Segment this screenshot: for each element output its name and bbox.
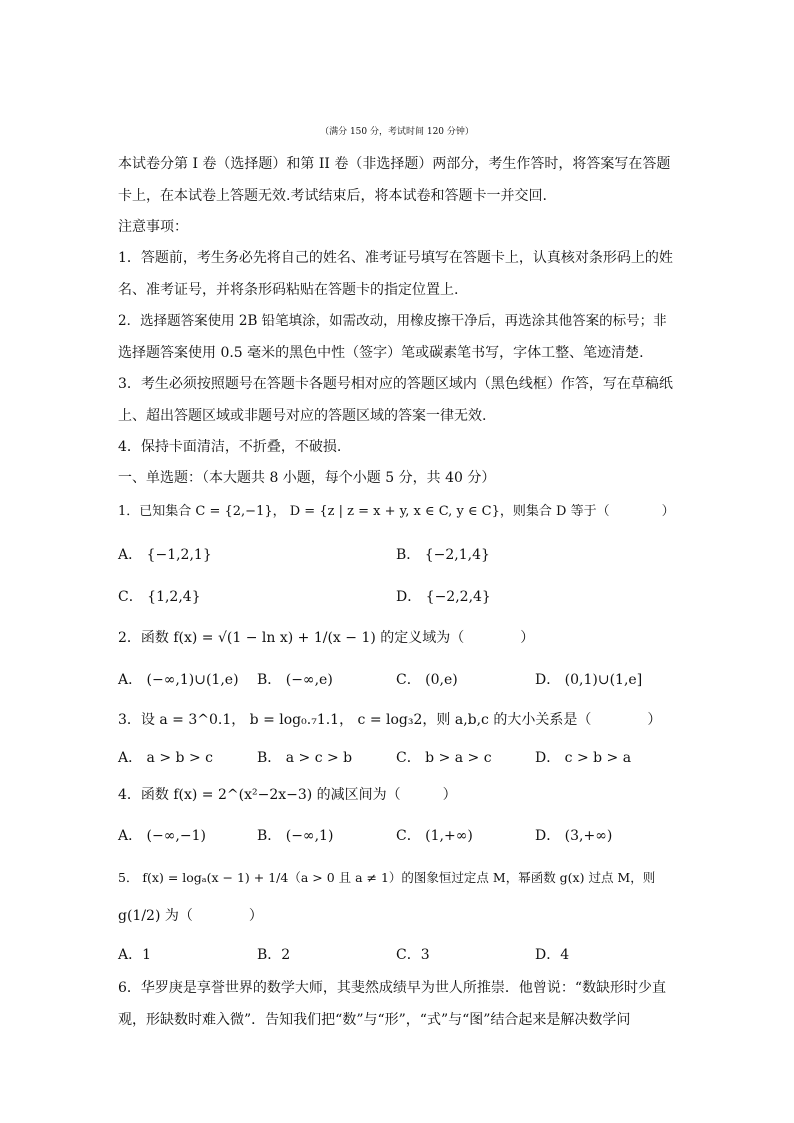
note-4: 4．保持卡面清洁，不折叠，不破损.	[118, 439, 342, 455]
question-2-option-d: D． (0,1)∪(1,e]	[535, 672, 643, 688]
question-2-option-a: A． (−∞,1)∪(1,e)	[118, 672, 239, 688]
question-3-stem: 3．设 a = 3^0.1， b = log₀.₇1.1， c = log₃2，则 a,b,c 的大小关系是（ ）	[118, 712, 662, 728]
note-1-line-1: 1．答题前，考生务必先将自己的姓名、准考证号填写在答题卡上，认真核对条形码上的姓	[118, 250, 673, 266]
question-3-option-a: A． a > b > c	[118, 750, 213, 766]
question-4-option-d: D． (3,+∞)	[535, 828, 613, 844]
question-4-stem: 4．函数 f(x) = 2^(x²−2x−3) 的减区间为（ ）	[118, 787, 457, 803]
question-4-option-c: C． (1,+∞)	[396, 828, 473, 844]
question-1-option-b: B． {−2,1,4}	[396, 547, 490, 563]
question-2-stem: 2．函数 f(x) = √(1 − ln x) + 1/(x − 1) 的定义域为（ ）	[118, 630, 535, 646]
question-6-line-1: 6．华罗庚是享誉世界的数学大师，其斐然成绩早为世人所推崇．他曾说：“数缺形时少直	[118, 980, 667, 996]
notes-heading: 注意事项：	[118, 219, 188, 235]
question-1-option-c: C． {1,2,4}	[118, 589, 201, 605]
question-5-option-a: A．1	[118, 947, 152, 963]
intro-line-1: 本试卷分第 I 卷（选择题）和第 II 卷（非选择题）两部分，考生作答时，将答案写在答题	[118, 156, 671, 172]
question-1-stem: 1．已知集合 C = {2,−1}， D = {z | z = x + y, x ∈ C, y ∈ C}，则集合 D 等于（ ）	[118, 504, 675, 519]
note-1-line-2: 名、准考证号，并将条形码粘贴在答题卡的指定位置上.	[118, 282, 459, 298]
question-3-option-d: D． c > b > a	[535, 750, 632, 766]
question-1-option-d: D． {−2,2,4}	[396, 589, 491, 605]
question-4-option-a: A． (−∞,−1)	[118, 828, 206, 844]
question-5-option-c: C．3	[396, 947, 430, 963]
question-4-option-b: B． (−∞,1)	[257, 828, 334, 844]
note-3-line-1: 3．考生必须按照题号在答题卡各题号相对应的答题区域内（黑色线框）作答，写在草稿纸	[118, 376, 673, 392]
question-3-option-c: C． b > a > c	[396, 750, 492, 766]
question-2-option-b: B． (−∞,e)	[257, 672, 333, 688]
question-5-option-d: D．4	[535, 947, 570, 963]
intro-line-2: 卡上，在本试卷上答题无效.考试结束后，将本试卷和答题卡一并交回.	[118, 188, 547, 204]
note-2-line-2: 选择题答案使用 0.5 毫米的黑色中性（签字）笔或碳素笔书写，字体工整、笔迹清楚.	[118, 345, 644, 361]
question-5-stem-continued: g(1/2) 为（ ）	[118, 908, 263, 924]
question-5-stem: 5． f(x) = logₐ(x − 1) + 1/4（a > 0 且 a ≠ 1）的图象恒过定点 M，幂函数 g(x) 过点 M，则	[118, 870, 656, 885]
question-3-option-b: B． a > c > b	[257, 750, 353, 766]
question-6-line-2: 观，形缺数时难入微”．告知我们把“数”与“形”，“式”与“图”结合起来是解决数学问	[118, 1012, 631, 1028]
question-1-option-a: A． {−1,2,1}	[118, 547, 212, 563]
question-2-option-c: C． (0,e)	[396, 672, 458, 688]
exam-subtitle: （满分 150 分，考试时间 120 分钟）	[320, 127, 474, 137]
section-1-heading: 一、单选题：（本大题共 8 小题，每个小题 5 分，共 40 分）	[118, 470, 496, 486]
note-3-line-2: 上、超出答题区域或非题号对应的答题区域的答案一律无效.	[118, 408, 487, 424]
note-2-line-1: 2．选择题答案使用 2B 铅笔填涂，如需改动，用橡皮擦干净后，再选涂其他答案的标号；非	[118, 313, 667, 329]
question-5-option-b: B．2	[257, 947, 291, 963]
